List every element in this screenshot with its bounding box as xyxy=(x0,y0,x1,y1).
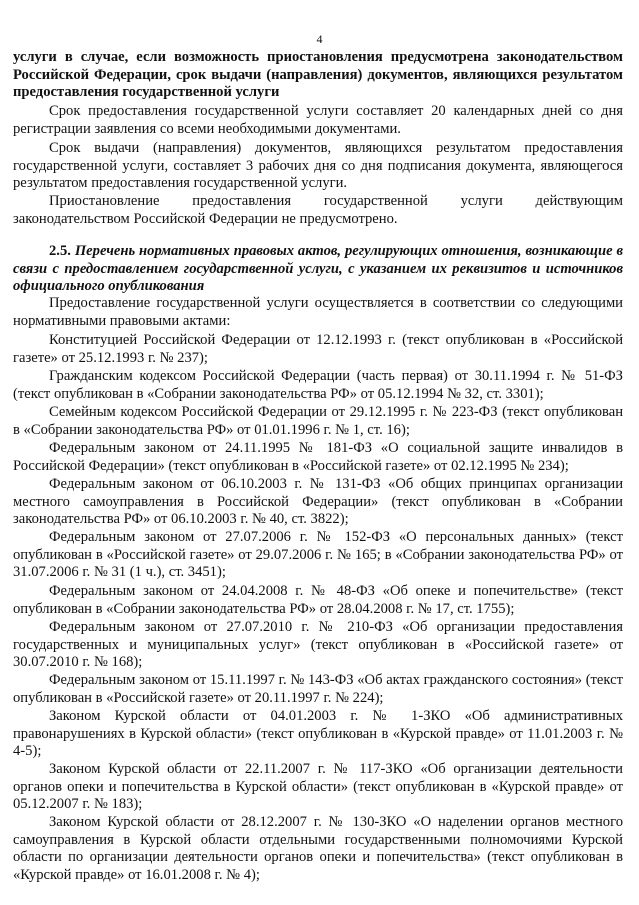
act-civil-code: Гражданским кодексом Российской Федерации (часть первая) от 30.11.1994 г. № 51-ФЗ (текст опубликован в «Собрании законодательства РФ» от 05.12.1994 № 32, ст. 3301); xyxy=(13,368,623,402)
paragraph-lead: Предоставление государственной услуги осуществляется в соответствии со следующими нормативными правовыми актами: xyxy=(13,295,623,329)
page-number: 4 xyxy=(316,32,323,46)
act-fz-210: Федеральным законом от 27.07.2010 г. № 210-ФЗ «Об организации предоставления государственных и муниципальных услуг» (текст опубликован в «Российской газете» от 30.07.2010 г. № 168); xyxy=(13,619,623,670)
act-family-code: Семейным кодексом Российской Федерации от 29.12.1995 г. № 223-ФЗ (текст опубликован в «Собрании законодательства РФ» от 01.01.1996 г. № 1, ст. 16); xyxy=(13,404,623,438)
act-zko-1: Законом Курской области от 04.01.2003 г. № 1-ЗКО «Об административных правонарушениях в Курской области» (текст опубликован в «Курской правде» от 11.01.2003 г. № 4-5); xyxy=(13,708,623,759)
paragraph-suspension: Приостановление предоставления государственной услуги действующим законодательством Российской Федерации не предусмотрено. xyxy=(13,193,623,227)
act-fz-152: Федеральным законом от 27.07.2006 г. № 152-ФЗ «О персональных данных» (текст опубликован в «Российской газете» от 29.07.2006 г. № 165; в «Собрании законодательства РФ» от 31.07.2006 г. № 31 (1 ч.), ст. 3451); xyxy=(13,529,623,580)
act-constitution: Конституцией Российской Федерации от 12.12.1993 г. (текст опубликован в «Российской газете» от 25.12.1993 г. № 237); xyxy=(13,332,623,366)
intro-bold-paragraph: услуги в случае, если возможность приостановления предусмотрена законодательством Российской Федерации, срок выдачи (направления) документов, являющихся результатом предоставления государственной услуги xyxy=(13,49,623,100)
act-fz-143: Федеральным законом от 15.11.1997 г. № 143-ФЗ «Об актах гражданского состояния» (текст опубликован в «Российской газете» от 20.11.1997 г. № 224); xyxy=(13,672,623,706)
section-heading xyxy=(13,243,623,296)
section-number: 2.5. xyxy=(49,243,71,259)
act-zko-130: Законом Курской области от 28.12.2007 г. № 130-ЗКО «О наделении органов местного самоуправления в Курской области отдельными государственными полномочиями Курской области по организации деятельности органов опеки и попечительства» (текст опубликован в «Курской правде» от 16.01.2008 г. № 4); xyxy=(13,814,623,883)
act-fz-131: Федеральным законом от 06.10.2003 г. № 131-ФЗ «Об общих принципах организации местного самоуправления в Российской Федерации» (текст опубликован в «Собрании законодательства РФ» от 06.10.2003 г. № 40, ст. 3822); xyxy=(13,476,623,527)
act-zko-117: Законом Курской области от 22.11.2007 г. № 117-ЗКО «Об организации деятельности органов опеки и попечительства в Курской области» (текст опубликован в «Курской правде» от 05.12.2007 г. № 183); xyxy=(13,761,623,812)
paragraph-service-term: Срок предоставления государственной услуги составляет 20 календарных дней со дня регистрации заявления со всеми необходимыми документами. xyxy=(13,103,623,137)
act-fz-181: Федеральным законом от 24.11.1995 № 181-ФЗ «О социальной защите инвалидов в Российской Федерации» (текст опубликован в «Российской газете» от 02.12.1995 № 234); xyxy=(13,440,623,474)
paragraph-issue-term: Срок выдачи (направления) документов, являющихся результатом предоставления государственной услуги, составляет 3 рабочих дня со дня подписания документа, являющегося результатом предоставления государственной услуги. xyxy=(13,140,623,191)
section-title: Перечень нормативных правовых актов, регулирующих отношения, возникающие в связи с предоставлением государственной услуги, с указанием их реквизитов и источников официального опубликования xyxy=(13,243,623,294)
act-fz-48: Федеральным законом от 24.04.2008 г. № 48-ФЗ «Об опеке и попечительстве» (текст опубликован в «Собрании законодательства РФ» от 28.04.2008 г. № 17, ст. 1755); xyxy=(13,583,623,617)
